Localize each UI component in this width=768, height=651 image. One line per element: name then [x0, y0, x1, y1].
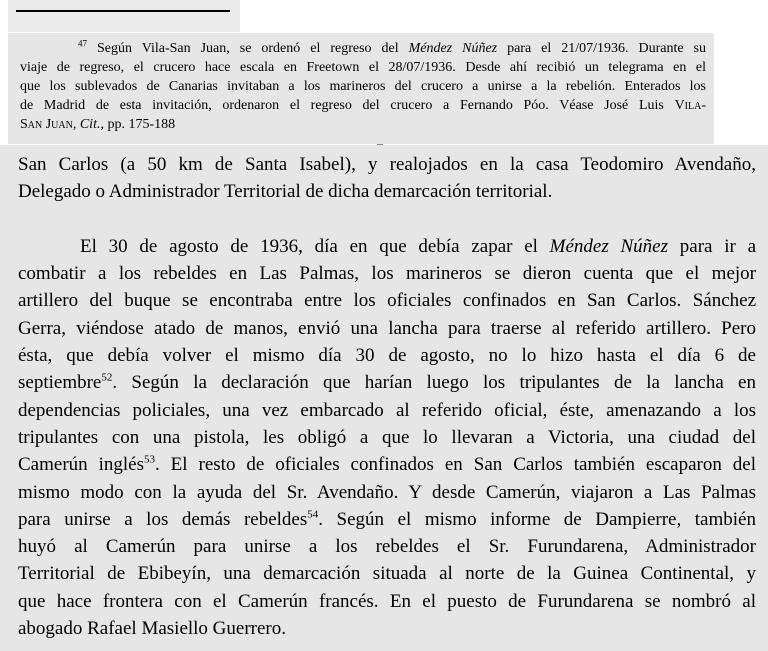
- text-line: San Carlos (a 50 km de Santa Isabel), y realojados en la casa Teodomiro Avendaño,: [18, 154, 756, 175]
- footnote-47: [8, 33, 714, 144]
- italic-title: Méndez Núñez: [549, 235, 669, 257]
- text-line: abogado Rafael Masiello Guerrero.: [18, 618, 287, 640]
- text-line: artillero del buque se encontraba entre los oficiales confinados en San Carlos. Sánchez: [18, 290, 756, 312]
- header-strip: [8, 0, 240, 32]
- text-line: viaje de regreso, el crucero hace escala en Freetown el 28/07/1936. Desde ahí recibió un telegrama en el: [20, 60, 706, 75]
- text-line: mismo modo con la ayuda del Sr. Avendaño. Y desde Camerún, viajaron a Las Palmas: [18, 481, 756, 503]
- text-line: ésta, que debía volver el mismo día 30 de agosto, no lo hizo hasta el día 6 de: [18, 345, 756, 367]
- text-line: San Juan, Cit., pp. 175-188: [20, 117, 176, 132]
- text-line: para unirse a los demás rebeldes$^{54}$. Según el mismo informe de Dampierre, también: [18, 508, 756, 530]
- text-line: tripulantes con una pistola, les obligó a que lo llevaran a Victoria, una ciudad del: [18, 426, 756, 448]
- paragraph-gap: [18, 206, 756, 233]
- paragraph-2: [18, 233, 756, 642]
- text-line: Territorial de Ebibeyín, una demarcación situada al norte de la Guinea Continental, y: [18, 563, 756, 585]
- text-line: dependencias policiales, una vez embarcado al referido oficial, éste, amenazando a los: [18, 399, 756, 421]
- text-line: que hace frontera con el Camerún francés. En el puesto de Furundarena se nombró al: [18, 590, 756, 612]
- footnote-text: [20, 39, 706, 134]
- text-line: Delegado o Administrador Territorial de dicha demarcación territorial.: [18, 181, 553, 203]
- text-line: El 30 de agosto de 1936, día en que debía zapar el Méndez Núñez para ir a: [80, 235, 756, 257]
- footnote-reference[interactable]: 53: [143, 453, 155, 466]
- footnote-separator-rule: [16, 10, 230, 12]
- footnote-reference[interactable]: 54: [307, 508, 319, 521]
- italic-title: Cit.: [79, 117, 101, 132]
- text-line: Camerún inglés$^{53}$. El resto de oficiales confinados en San Carlos también escaparon del: [18, 453, 756, 476]
- footnote-reference[interactable]: 52: [101, 372, 113, 385]
- text-line: $^{47}$ Según Vila-San Juan, se ordenó el regreso del Méndez Núñez para el 21/07/1936. Durante su: [78, 38, 707, 56]
- text-line: de Madrid de esta invitación, ordenaron el regreso del crucero a Fernando Póo. Véase José Luis Vila-: [20, 98, 706, 113]
- text-line: huyó al Camerún para unirse a los rebeldes el Sr. Furundarena, Administrador: [18, 536, 756, 558]
- text-line: combatir a los rebeldes en Las Palmas, los marineros se dieron cuenta que el mejor: [18, 263, 756, 285]
- text-line: que los sublevados de Canarias invitaban a los marineros del crucero a unirse a la rebelión. Enterados los: [20, 79, 706, 94]
- body-text: [0, 145, 768, 651]
- text-line: septiembre$^{52}$. Según la declaración que harían luego los tripulantes de la lancha en: [18, 372, 756, 394]
- paragraph-1: [18, 151, 756, 206]
- author-name: San Juan: [20, 117, 73, 132]
- italic-title: Méndez Núñez: [408, 41, 498, 56]
- text-line: Gerra, viéndose atado de manos, envió una lancha para traerse al referido artillero. Pero: [18, 317, 756, 339]
- footnote-number: 47: [78, 38, 87, 49]
- author-name: Vila-: [674, 98, 706, 113]
